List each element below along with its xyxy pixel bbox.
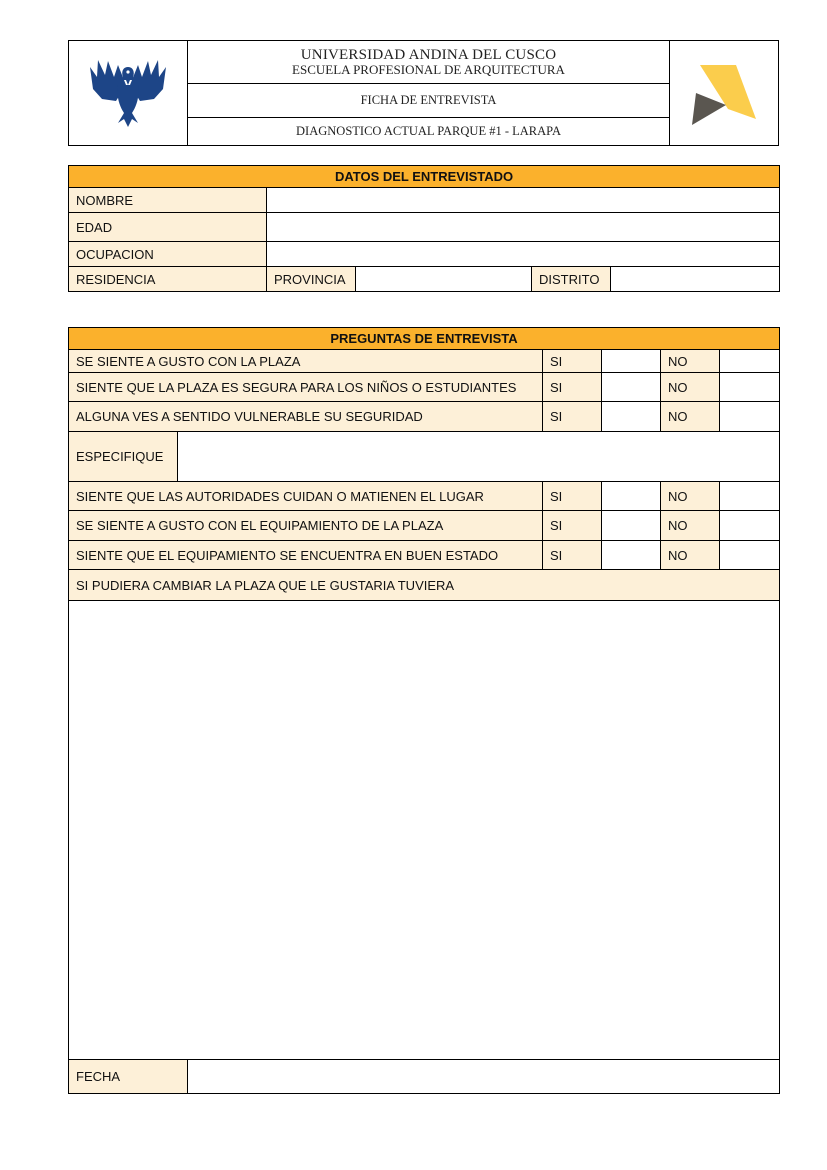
name-label: NOMBRE bbox=[69, 188, 267, 213]
question-5-yes-label: SI bbox=[543, 511, 602, 541]
interviewee-section-title: DATOS DEL ENTREVISTADO bbox=[69, 166, 780, 188]
question-1-yes-box[interactable] bbox=[602, 350, 661, 373]
faculty-logo-cell bbox=[669, 41, 778, 145]
question-4-yes-box[interactable] bbox=[602, 482, 661, 511]
question-1-yes-label: SI bbox=[543, 350, 602, 373]
question-3-no-label: NO bbox=[661, 402, 720, 432]
age-field[interactable] bbox=[267, 213, 780, 242]
question-4-no-label: NO bbox=[661, 482, 720, 511]
interviewee-data-table bbox=[68, 165, 780, 292]
specify-field[interactable] bbox=[178, 432, 780, 482]
question-3-yes-box[interactable] bbox=[602, 402, 661, 432]
residence-label: RESIDENCIA bbox=[69, 267, 267, 292]
change-answer-area[interactable] bbox=[69, 601, 780, 1061]
form-header bbox=[68, 40, 779, 146]
header-form-title-row bbox=[188, 84, 669, 118]
question-2-label: SIENTE QUE LA PLAZA ES SEGURA PARA LOS NIÑOS O ESTUDIANTES bbox=[69, 373, 543, 402]
question-2-yes-box[interactable] bbox=[602, 373, 661, 402]
form-subtitle: DIAGNOSTICO ACTUAL PARQUE #1 - LARAPA bbox=[296, 124, 561, 138]
question-3-no-box[interactable] bbox=[720, 402, 780, 432]
question-4-no-box[interactable] bbox=[720, 482, 780, 511]
university-logo-cell bbox=[69, 41, 188, 145]
specify-label: ESPECIFIQUE bbox=[69, 432, 178, 482]
name-field[interactable] bbox=[267, 188, 780, 213]
question-4-yes-label: SI bbox=[543, 482, 602, 511]
question-6-yes-box[interactable] bbox=[602, 541, 661, 570]
age-label: EDAD bbox=[69, 213, 267, 242]
question-5-no-label: NO bbox=[661, 511, 720, 541]
question-6-no-box[interactable] bbox=[720, 541, 780, 570]
question-5-no-box[interactable] bbox=[720, 511, 780, 541]
question-4-label: SIENTE QUE LAS AUTORIDADES CUIDAN O MATIENEN EL LUGAR bbox=[69, 482, 543, 511]
date-label: FECHA bbox=[69, 1060, 188, 1094]
occupation-label: OCUPACION bbox=[69, 242, 267, 267]
architecture-logo-icon bbox=[686, 57, 762, 129]
district-field[interactable] bbox=[611, 267, 780, 292]
university-name: UNIVERSIDAD ANDINA DEL CUSCO bbox=[300, 47, 557, 63]
question-3-label: ALGUNA VES A SENTIDO VULNERABLE SU SEGURIDAD bbox=[69, 402, 543, 432]
question-2-yes-label: SI bbox=[543, 373, 602, 402]
question-6-no-label: NO bbox=[661, 541, 720, 570]
province-label: PROVINCIA bbox=[267, 267, 356, 292]
question-2-no-label: NO bbox=[661, 373, 720, 402]
date-field[interactable] bbox=[188, 1060, 780, 1094]
date-table bbox=[68, 1059, 780, 1094]
question-3-yes-label: SI bbox=[543, 402, 602, 432]
change-prompt-label: SI PUDIERA CAMBIAR LA PLAZA QUE LE GUSTARIA TUVIERA bbox=[69, 570, 780, 601]
question-1-no-box[interactable] bbox=[720, 350, 780, 373]
form-title: FICHA DE ENTREVISTA bbox=[360, 93, 497, 107]
province-field[interactable] bbox=[356, 267, 532, 292]
interview-questions-table bbox=[68, 327, 780, 1061]
header-subtitle-row bbox=[188, 118, 669, 145]
occupation-field[interactable] bbox=[267, 242, 780, 267]
questions-section-title: PREGUNTAS DE ENTREVISTA bbox=[69, 328, 780, 350]
district-label: DISTRITO bbox=[532, 267, 611, 292]
header-titles bbox=[188, 41, 669, 145]
question-1-no-label: NO bbox=[661, 350, 720, 373]
question-6-yes-label: SI bbox=[543, 541, 602, 570]
question-5-label: SE SIENTE A GUSTO CON EL EQUIPAMIENTO DE LA PLAZA bbox=[69, 511, 543, 541]
question-1-label: SE SIENTE A GUSTO CON LA PLAZA bbox=[69, 350, 543, 373]
school-name: ESCUELA PROFESIONAL DE ARQUITECTURA bbox=[292, 62, 565, 77]
question-5-yes-box[interactable] bbox=[602, 511, 661, 541]
question-6-label: SIENTE QUE EL EQUIPAMIENTO SE ENCUENTRA EN BUEN ESTADO bbox=[69, 541, 543, 570]
question-2-no-box[interactable] bbox=[720, 373, 780, 402]
header-university-row bbox=[188, 41, 669, 84]
eagle-logo-icon bbox=[88, 55, 168, 131]
